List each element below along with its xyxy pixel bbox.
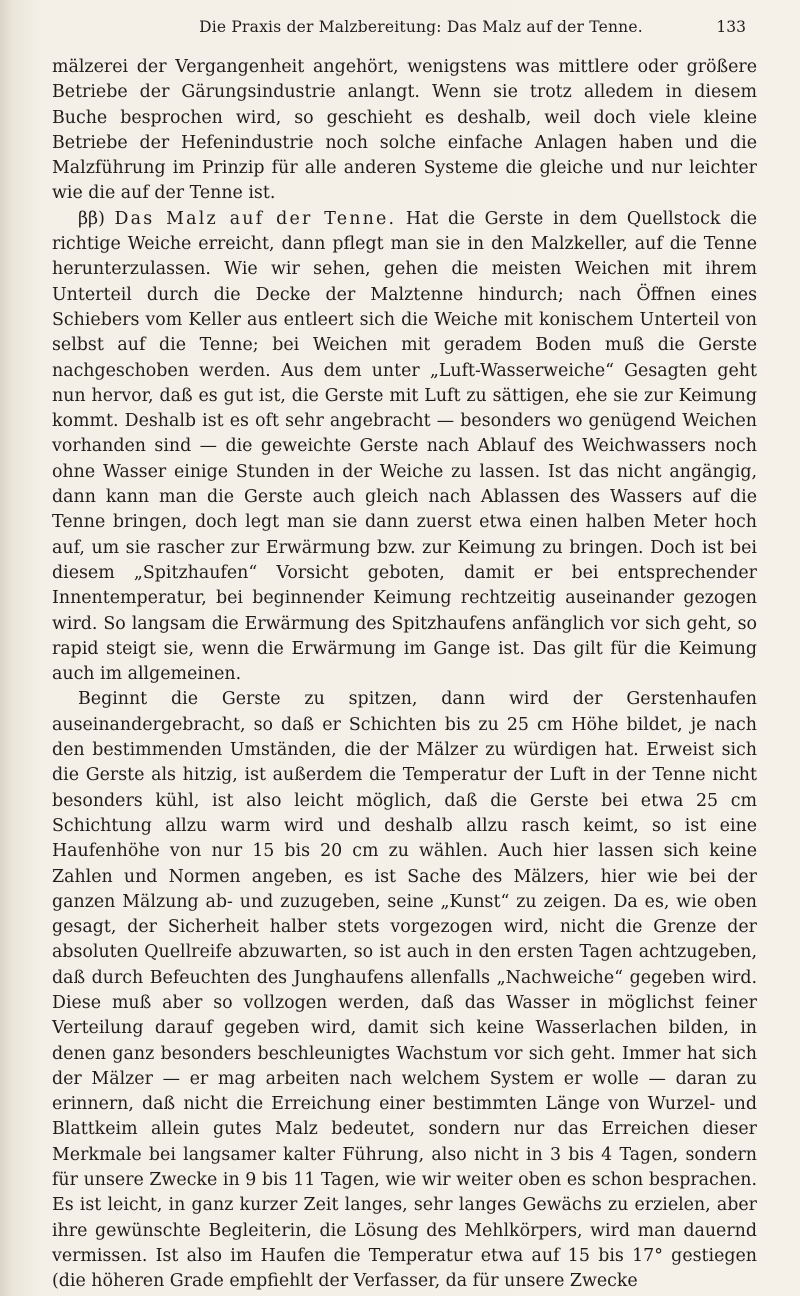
paragraph-text: Beginnt die Gerste zu spitzen, dann wird der Gerstenhaufen auseinandergebracht, so daß er Schichten bis zu 25 cm Höhe bildet, je nach den bestimmenden Umständen, die der Mälzer zu würdigen hat. Erweist sich die Gerste als hitzig, ist außerdem die Temperatur der Luft in der Tenne nicht besonders kühl, ist also leicht möglich, daß die Gerste bei etwa 25 cm Schichtung allzu warm wird und deshalb allzu rasch keimt, so ist eine Haufenhöhe von nur 15 bis 20 cm zu wählen. Auch hier lassen sich keine Zahlen und Normen angeben, es ist Sache des Mälzers, hier wie bei der ganzen Mälzung ab- und zuzugeben, seine „Kunst“ zu zeigen. Da es, wie oben gesagt, der Sicherheit halber stets vorgezogen wird, nicht die Grenze der absoluten Quellreife abzuwarten, so ist auch in den ersten Tagen achtzugeben, daß durch Befeuchten des Junghaufens allenfalls „Nachweiche“ gegeben wird. Diese muß aber so vollzogen werden, daß das Wasser in möglichst feiner Verteilung darauf gegeben wird, damit sich keine Wasserlachen bilden, in denen ganz besonders beschleunigtes Wachstum vor sich geht. Immer hat sich der Mälzer — er mag arbeiten nach welchem System er wolle — daran zu erinnern, daß nicht die Erreichung einer bestimmten Länge von Wurzel- und Blattkeim allein gutes Malz bedeutet, sondern nur das Erreichen dieser Merkmale bei langsamer kalter Führung, also nicht in 3 bis 4 Tagen, sondern für unsere Zwecke in 9 bis 11 Tagen, wie wir weiter oben es schon besprachen. Es ist leicht, in ganz kurzer Zeit langes, sehr langes Gewächs zu erzielen, aber ihre gewünschte Begleiterin, die Lösung des Mehlkörpers, wird man dauernd vermissen. Ist also im Haufen die Temperatur etwa auf 15 bis 17° gestiegen (die höheren Grade empfiehlt der Verfasser, da für unsere Zwecke xyxy=(52,689,757,1292)
section-marker: ββ) xyxy=(78,208,115,229)
page-number: 133 xyxy=(716,18,746,36)
page-header xyxy=(96,18,746,44)
paragraph xyxy=(52,207,757,688)
paragraph-text: Hat die Gerste in dem Quellstock die richtige Weiche erreicht, dann pflegt man sie in den Malzkeller, auf die Tenne herunterzulassen. Wie wir sehen, gehen die meisten Weichen mit ihrem Unterteil durch die Decke der Malztenne hindurch; nach Öffnen eines Schiebers vom Keller aus entleert sich die Weiche mit konischem Unterteil von selbst auf die Tenne; bei Weichen mit geradem Boden muß die Gerste nachgeschoben werden. Aus dem unter „Luft-Wasserweiche“ Gesagten geht nun hervor, daß es gut ist, die Gerste mit Luft zu sättigen, ehe sie zur Keimung kommt. Deshalb ist es oft sehr angebracht — besonders wo genügend Weichen vorhanden sind — die geweichte Gerste nach Ablauf des Weichwassers noch ohne Wasser einige Stunden in der Weiche zu lassen. Ist das nicht angängig, dann kann man die Gerste auch gleich nach Ablassen des Wassers auf die Tenne bringen, doch legt man sie dann zuerst etwa einen halben Meter hoch auf, um sie rascher zur Erwärmung bzw. zur Keimung zu bringen. Doch ist bei diesem „Spitzhaufen“ Vorsicht geboten, damit er bei entsprechender Innentemperatur, bei beginnender Keimung rechtzeitig auseinander gezogen wird. So langsam die Erwärmung des Spitzhaufens anfänglich vor sich geht, so rapid steigt sie, wenn die Erwärmung im Gange ist. Das gilt für die Keimung auch im allgemeinen. xyxy=(52,208,758,685)
paragraph xyxy=(52,55,757,207)
running-title: Die Praxis der Malzbereitung: Das Malz auf der Tenne. xyxy=(199,18,643,36)
section-heading: Das Malz auf der Tenne. xyxy=(114,208,397,229)
paragraph-text: mälzerei der Vergangenheit angehört, wenigstens was mittlere oder größere Betriebe der Gärungsindustrie anlangt. Wenn sie trotz alledem in diesem Buche besprochen wird, so geschieht es deshalb, weil doch viele kleine Betriebe der Hefenindustrie noch solche einfache Anlagen haben und die Malzführung im Prinzip für alle anderen Systeme die gleiche und nur leichter wie die auf der Tenne ist. xyxy=(52,57,757,204)
body-text xyxy=(52,55,757,1295)
paragraph xyxy=(52,687,757,1294)
